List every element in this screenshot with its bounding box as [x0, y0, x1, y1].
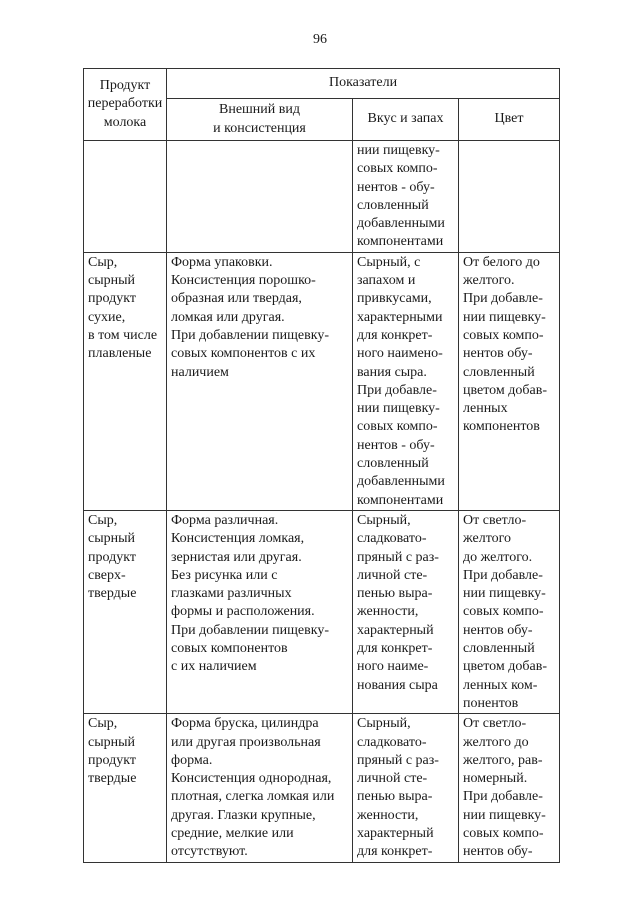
text-line: ломкая или другая.	[171, 309, 285, 325]
text-line: При добавле-	[463, 291, 543, 307]
cell-color	[459, 510, 560, 713]
text-line: словленный	[463, 364, 535, 380]
text-line: характерный	[357, 825, 434, 841]
cell-product	[84, 510, 167, 713]
cell-product	[84, 141, 167, 253]
text-line: твердые	[88, 586, 137, 602]
cell-product	[84, 252, 167, 510]
text-line: нентов - обу-	[357, 179, 435, 195]
text-line: желтого, рав-	[463, 752, 543, 768]
text-line: сырный	[88, 531, 136, 547]
text-line: образная или твердая,	[171, 291, 302, 307]
text-line: плотная, слегка ломкая или	[171, 789, 335, 805]
cell-taste	[353, 714, 459, 862]
text-line: желтого до	[463, 734, 529, 750]
table-row	[84, 510, 560, 713]
text-line: для конкрет-	[357, 844, 433, 860]
text-line: Форма бруска, цилиндра	[171, 716, 319, 732]
text-line: При добавле-	[463, 567, 543, 583]
text-line: компонентами	[357, 234, 444, 250]
text-line: номерный.	[463, 771, 528, 787]
text-line: нентов обу-	[463, 346, 533, 362]
header-indicators: Показатели	[167, 69, 560, 99]
text-line: женности,	[357, 807, 419, 823]
text-line: переработки	[87, 96, 163, 112]
text-line: сверх-	[88, 567, 126, 583]
text-line: ного наиме-	[357, 659, 429, 675]
text-line: Внешний вид	[218, 102, 301, 118]
text-line: совых компо-	[357, 419, 438, 435]
text-line: совых компо-	[463, 327, 544, 343]
table-row	[84, 714, 560, 862]
text-line: или другая произвольная	[171, 734, 321, 750]
text-line: продукт	[88, 549, 136, 565]
text-line: совых компо-	[463, 604, 544, 620]
text-line: в том числе	[88, 327, 158, 343]
text-line: ленных ком-	[463, 677, 538, 693]
text-line: для конкрет-	[357, 327, 433, 343]
cell-appearance	[167, 252, 353, 510]
text-line: желтого	[463, 531, 512, 547]
text-line: пряный с раз-	[357, 549, 439, 565]
text-line: нии пищевку-	[463, 586, 546, 602]
text-line: цветом добав-	[463, 659, 547, 675]
cell-appearance	[167, 141, 353, 253]
text-line: сырный	[88, 734, 136, 750]
text-line: Форма упаковки.	[171, 254, 273, 270]
text-line: совых компонентов с их	[171, 346, 316, 362]
text-line: сухие,	[88, 309, 126, 325]
text-line: сырный	[88, 273, 136, 289]
text-line: Форма различная.	[171, 512, 279, 528]
text-line: характерный	[357, 622, 434, 638]
text-line: другая. Глазки крупные,	[171, 807, 316, 823]
text-line: форма.	[171, 752, 213, 768]
text-line: словленный	[463, 641, 535, 657]
text-line: компонентов	[463, 419, 540, 435]
text-line: добавленными	[357, 216, 445, 232]
cell-product	[84, 714, 167, 862]
text-line: зернистая или другая.	[171, 549, 302, 565]
cell-taste	[353, 141, 459, 253]
text-line: При добавлении пищевку-	[171, 327, 330, 343]
text-line: совых компо-	[357, 161, 438, 177]
text-line: с их наличием	[171, 659, 257, 675]
text-line: женности,	[357, 604, 419, 620]
cell-taste	[353, 252, 459, 510]
text-line: Сыр,	[88, 716, 118, 732]
text-line: Сыр,	[88, 254, 118, 270]
text-line: сладковато-	[357, 734, 427, 750]
text-line: пенью выра-	[357, 789, 433, 805]
text-line: совых компонентов	[171, 641, 288, 657]
text-line: Сырный,	[357, 716, 411, 732]
text-line: Консистенция ломкая,	[171, 531, 305, 547]
text-line: При добавле-	[463, 789, 543, 805]
text-line: отсутствуют.	[171, 844, 248, 860]
text-line: нентов - обу-	[357, 437, 435, 453]
text-line: Сырный, с	[357, 254, 421, 270]
text-line: продукт	[88, 752, 136, 768]
text-line: От светло-	[463, 716, 527, 732]
text-line: пенью выра-	[357, 586, 433, 602]
text-line: нии пищевку-	[463, 807, 546, 823]
text-line: При добавлении пищевку-	[171, 622, 330, 638]
text-line: наличием	[171, 364, 229, 380]
text-line: От белого до	[463, 254, 540, 270]
text-line: добавленными	[357, 474, 445, 490]
text-line: продукт	[88, 291, 136, 307]
text-line: молока	[103, 114, 147, 130]
page-number: 96	[313, 32, 327, 47]
text-line: формы и расположения.	[171, 604, 315, 620]
text-line: Сырный,	[357, 512, 411, 528]
text-line: Без рисунка или с	[171, 567, 278, 583]
text-line: средние, мелкие или	[171, 825, 294, 841]
text-line: Консистенция однородная,	[171, 771, 332, 787]
text-line: От светло-	[463, 512, 527, 528]
cell-color	[459, 714, 560, 862]
text-line: компонентами	[357, 492, 444, 508]
text-line: вания сыра.	[357, 364, 427, 380]
text-line: пряный с раз-	[357, 752, 439, 768]
cell-appearance	[167, 714, 353, 862]
text-line: ленных	[463, 401, 508, 417]
text-line: для конкрет-	[357, 641, 433, 657]
text-line: словленный	[357, 456, 429, 472]
text-line: личной сте-	[357, 567, 428, 583]
text-line: желтого.	[463, 273, 515, 289]
text-line: ного наимено-	[357, 346, 443, 362]
header-product	[84, 69, 167, 141]
text-line: сладковато-	[357, 531, 427, 547]
text-line: нентов обу-	[463, 622, 533, 638]
table-row	[84, 252, 560, 510]
text-line: словленный	[357, 197, 429, 213]
header-color: Цвет	[459, 99, 560, 141]
text-line: запахом и	[357, 273, 416, 289]
cell-color	[459, 252, 560, 510]
text-line: Консистенция порошко-	[171, 273, 316, 289]
text-line: совых компо-	[463, 825, 544, 841]
text-line: глазками различных	[171, 586, 292, 602]
text-line: плавленые	[88, 346, 152, 362]
text-line: и консистенция	[213, 120, 306, 136]
text-line: нования сыра	[357, 677, 438, 693]
cell-color	[459, 141, 560, 253]
text-line: нии пищевку-	[357, 401, 440, 417]
cell-appearance	[167, 510, 353, 713]
text-line: нентов обу-	[463, 844, 533, 860]
text-line: Сыр,	[88, 512, 118, 528]
milk-products-table	[83, 68, 560, 863]
text-line: привкусами,	[357, 291, 432, 307]
text-line: нии пищевку-	[463, 309, 546, 325]
text-line: нии пищевку-	[357, 143, 440, 158]
header-appearance	[167, 99, 353, 141]
table-row	[84, 141, 560, 253]
text-line: твердые	[88, 771, 137, 787]
text-line: Продукт	[99, 78, 151, 94]
header-taste: Вкус и запах	[353, 99, 459, 141]
text-line: характерными	[357, 309, 443, 325]
text-line: понентов	[463, 695, 519, 711]
text-line: до желтого.	[463, 549, 533, 565]
text-line: цветом добав-	[463, 382, 547, 398]
text-line: При добавле-	[357, 382, 437, 398]
cell-taste	[353, 510, 459, 713]
text-line: личной сте-	[357, 771, 428, 787]
